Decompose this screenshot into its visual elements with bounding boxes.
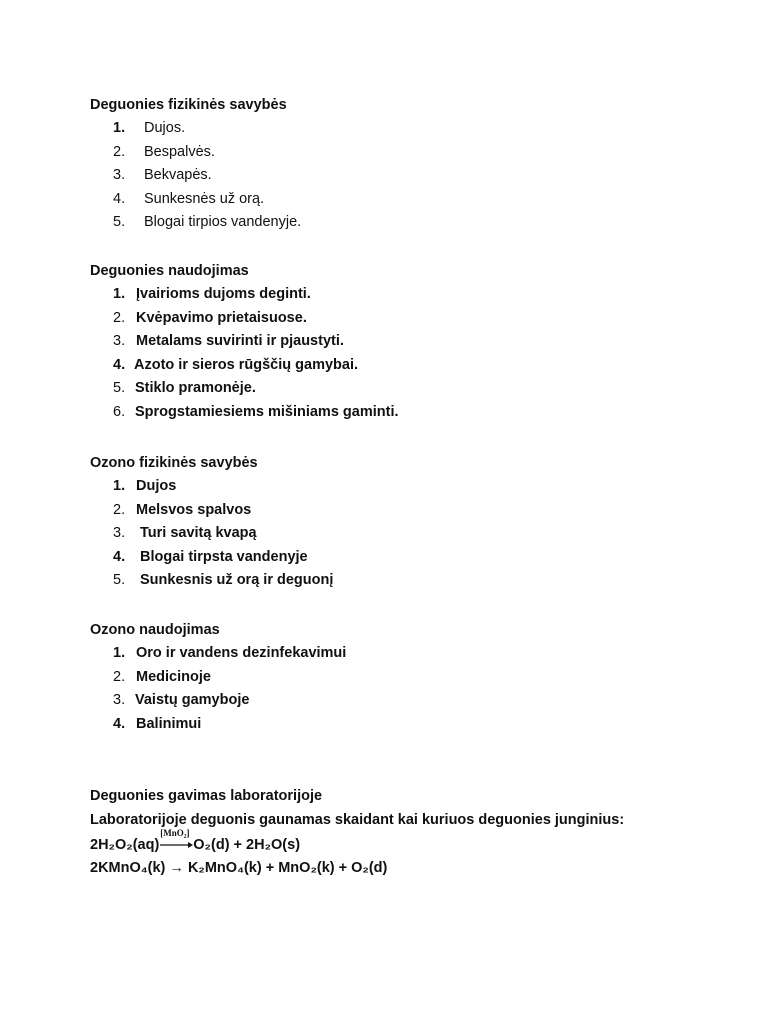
list-text: Blogai tirpios vandenyje.	[144, 214, 302, 231]
list-number: 4.	[113, 548, 126, 565]
list-text: Turi savitą kvapą	[140, 525, 257, 542]
list-number: 6.	[113, 403, 126, 420]
list-item	[90, 642, 730, 666]
list-number: 3.	[113, 167, 126, 184]
list-number: 2.	[113, 501, 126, 518]
numbered-list	[90, 475, 730, 593]
list-item	[90, 522, 730, 546]
list-number: 2.	[113, 143, 126, 160]
list-item	[90, 164, 730, 188]
list-item	[90, 713, 730, 737]
list-item	[90, 546, 730, 570]
list-item	[90, 354, 730, 378]
list-item	[90, 689, 730, 713]
list-number: 1.	[113, 120, 126, 136]
section-heading: Deguonies gavimas laboratorijoje	[90, 788, 323, 804]
list-number: 2.	[113, 668, 126, 685]
section-heading: Deguonies naudojimas	[90, 263, 249, 279]
numbered-list	[90, 117, 730, 235]
list-text: Melsvos spalvos	[136, 501, 252, 518]
list-text: Bespalvės.	[144, 143, 215, 160]
list-text: Metalams suvirinti ir pjaustyti.	[136, 333, 344, 350]
section-ozone-usage	[90, 618, 730, 736]
list-text: Kvėpavimo prietaisuose.	[136, 309, 307, 326]
list-number: 1.	[113, 286, 126, 302]
list-item	[90, 401, 730, 425]
section-heading: Deguonies fizikinės savybės	[90, 97, 287, 113]
section-heading: Ozono naudojimas	[90, 622, 220, 638]
list-number: 1.	[113, 645, 126, 661]
section-heading: Ozono fizikinės savybės	[90, 455, 258, 471]
section-oxygen-physical-properties	[90, 93, 730, 235]
section-ozone-physical-properties	[90, 451, 730, 593]
equation-reactants: 2H₂O₂(aq)	[90, 837, 160, 853]
list-number: 5.	[113, 214, 126, 231]
intro-paragraph: Laboratorijoje deguonis gaunamas skaidant kai kuriuos deguonies junginius:	[90, 812, 625, 828]
list-text: Dujos.	[144, 120, 186, 136]
list-text: Blogai tirpsta vandenyje	[140, 548, 308, 565]
list-item	[90, 188, 730, 212]
list-text: Sunkesnis už orą ir deguonį	[140, 572, 334, 589]
list-text: Dujos	[136, 478, 177, 494]
list-number: 4.	[113, 356, 126, 373]
equation-hydrogen-peroxide	[90, 828, 730, 856]
catalyst-label: [MnO₂]	[160, 828, 190, 838]
list-number: 5.	[113, 572, 126, 589]
list-text: Vaistų gamyboje	[135, 692, 250, 709]
list-number: 3.	[113, 333, 126, 350]
list-text: Bekvapės.	[144, 167, 212, 184]
list-item	[90, 499, 730, 523]
arrow-right-icon	[159, 840, 193, 850]
list-item	[90, 307, 730, 331]
list-item	[90, 475, 730, 499]
list-text: Azoto ir sieros rūgščių gamybai.	[134, 356, 358, 373]
list-item	[90, 569, 730, 593]
list-text: Balinimui	[136, 715, 202, 732]
section-oxygen-usage	[90, 259, 730, 425]
list-text: Oro ir vandens dezinfekavimui	[136, 645, 347, 661]
section-lab-oxygen-production	[90, 784, 730, 880]
list-number: 1.	[113, 478, 126, 494]
list-item	[90, 330, 730, 354]
list-number: 3.	[113, 525, 126, 542]
list-number: 5.	[113, 380, 126, 397]
equation-potassium-permanganate: 2KMnO₄(k) → K₂MnO₄(k) + MnO₂(k) + O₂(d)	[90, 860, 388, 876]
list-number: 2.	[113, 309, 126, 326]
list-text: Medicinoje	[136, 668, 211, 685]
list-number: 3.	[113, 692, 126, 709]
numbered-list	[90, 642, 730, 736]
list-number: 4.	[113, 715, 126, 732]
reaction-arrow	[159, 828, 193, 852]
catalyst-formula: MnO₂	[163, 828, 187, 838]
list-text: Įvairioms dujoms deginti.	[136, 286, 311, 302]
list-text: Sunkesnės už orą.	[144, 190, 265, 207]
list-text: Stiklo pramonėje.	[135, 380, 256, 397]
list-item	[90, 666, 730, 690]
list-item	[90, 141, 730, 165]
numbered-list	[90, 283, 730, 425]
list-text: Sprogstamiesiems mišiniams gaminti.	[135, 403, 399, 420]
list-item	[90, 117, 730, 141]
equation-products: O₂(d) + 2H₂O(s)	[193, 837, 301, 853]
list-item	[90, 283, 730, 307]
list-number: 4.	[113, 190, 126, 207]
list-item	[90, 211, 730, 235]
list-item	[90, 377, 730, 401]
